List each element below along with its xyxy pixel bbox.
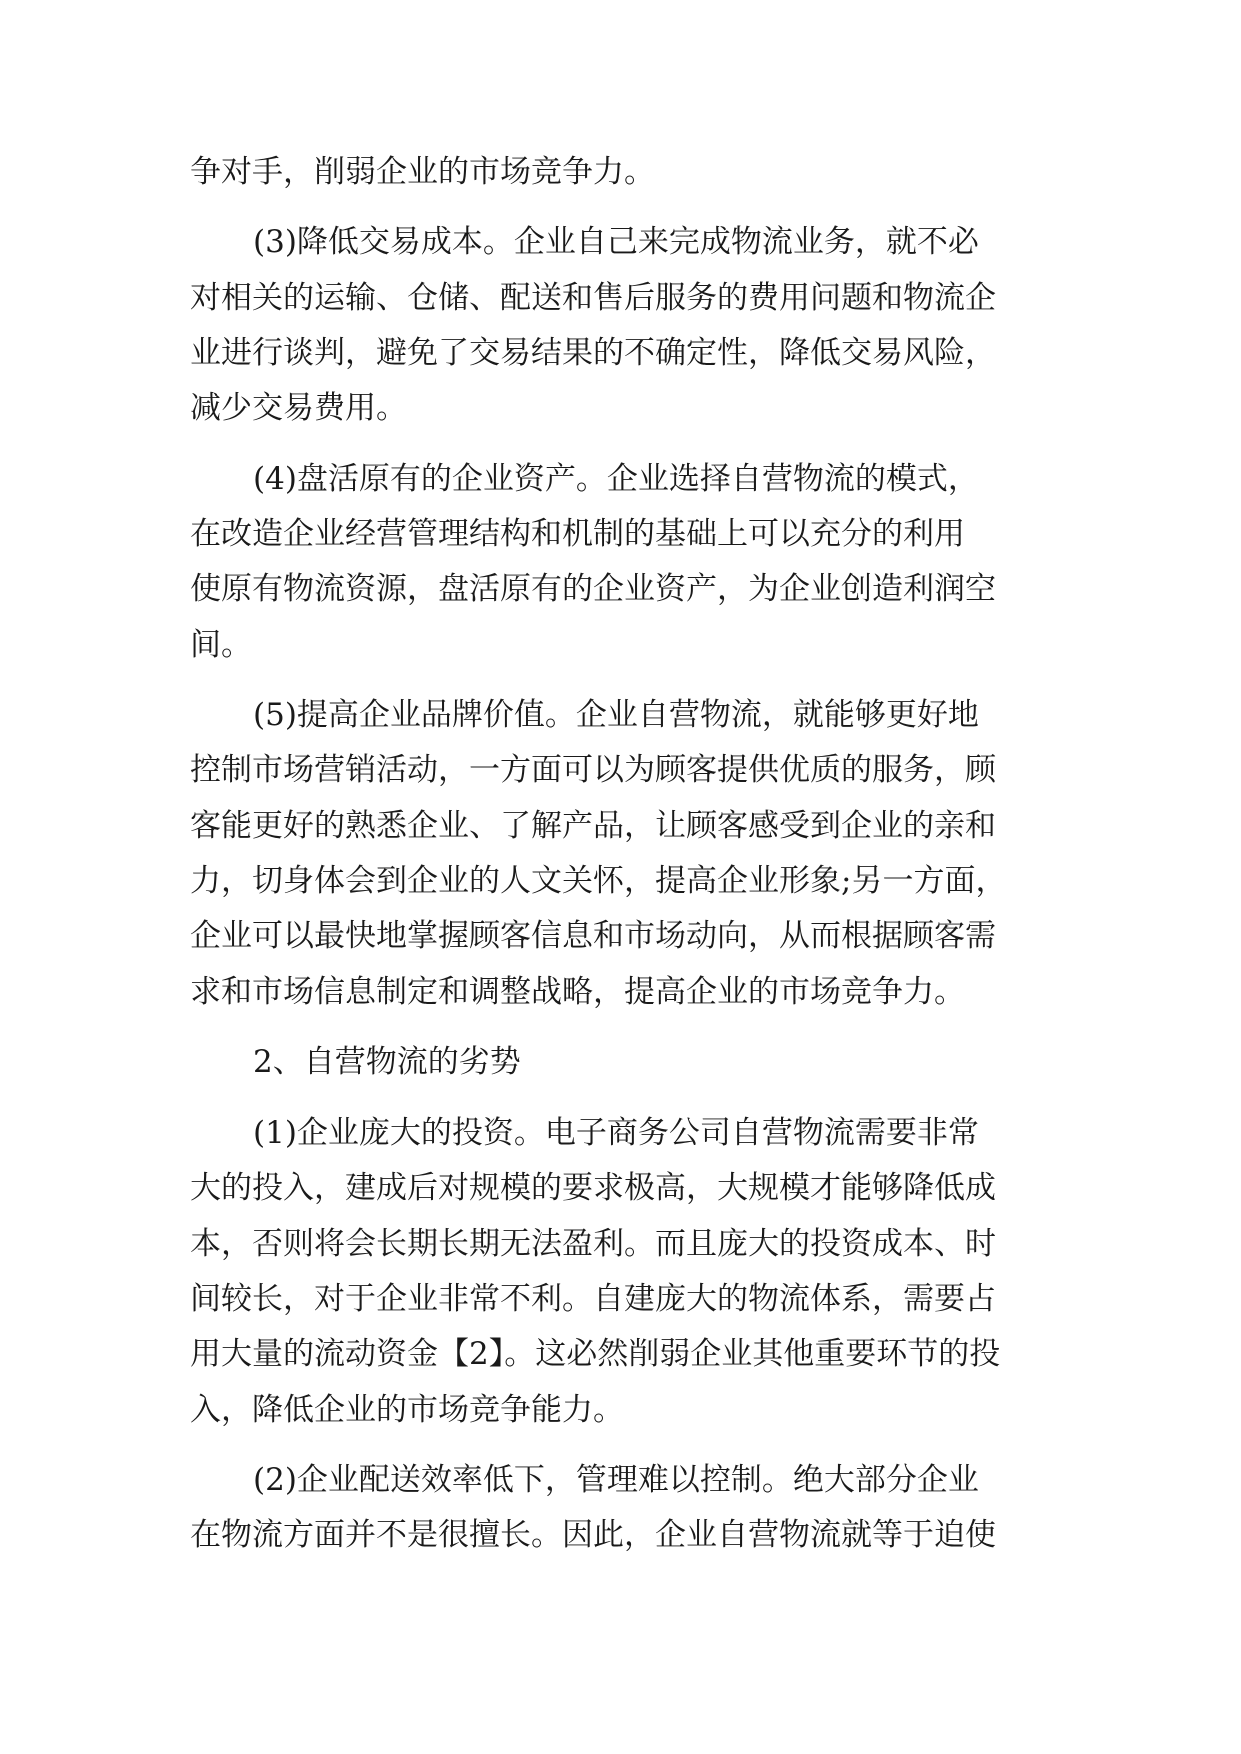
text-line: 间。: [190, 627, 252, 663]
paragraph-4-start: (4)盘活原有的企业资产。企业选择自营物流的模式，: [253, 461, 979, 497]
paragraph-3-start: (3)降低交易成本。企业自己来完成物流业务，就不必: [253, 224, 979, 260]
text-line: 客能更好的熟悉企业、了解产品，让顾客感受到企业的亲和: [190, 808, 996, 844]
paragraph-1-start: (1)企业庞大的投资。电子商务公司自营物流需要非常: [253, 1115, 979, 1151]
text-line: 业进行谈判，避免了交易结果的不确定性，降低交易风险，: [190, 335, 996, 371]
text-line: 大的投入，建成后对规模的要求极高，大规模才能够降低成: [190, 1170, 996, 1206]
text-line: 用大量的流动资金【2】。这必然削弱企业其他重要环节的投: [190, 1336, 1001, 1372]
text-line: 企业可以最快地掌握顾客信息和市场动向，从而根据顾客需: [190, 918, 996, 954]
text-line: 间较长，对于企业非常不利。自建庞大的物流体系，需要占: [190, 1281, 996, 1317]
text-line: 争对手，削弱企业的市场竞争力。: [190, 154, 655, 190]
text-line: 在改造企业经营管理结构和机制的基础上可以充分的利用: [190, 516, 965, 552]
text-line: 减少交易费用。: [190, 390, 407, 426]
text-line: 入，降低企业的市场竞争能力。: [190, 1392, 624, 1428]
text-line: 对相关的运输、仓储、配送和售后服务的费用问题和物流企: [190, 280, 996, 316]
text-line: 使原有物流资源，盘活原有的企业资产，为企业创造利润空: [190, 571, 996, 607]
section-heading: 2、自营物流的劣势: [253, 1044, 521, 1080]
paragraph-2-start: (2)企业配送效率低下，管理难以控制。绝大部分企业: [253, 1462, 979, 1498]
text-line: 控制市场营销活动，一方面可以为顾客提供优质的服务，顾: [190, 752, 996, 788]
text-line: 在物流方面并不是很擅长。因此，企业自营物流就等于迫使: [190, 1517, 996, 1553]
text-line: 求和市场信息制定和调整战略，提高企业的市场竞争力。: [190, 974, 965, 1010]
text-line: 力，切身体会到企业的人文关怀，提高企业形象;另一方面，: [190, 863, 1007, 899]
paragraph-5-start: (5)提高企业品牌价值。企业自营物流，就能够更好地: [253, 697, 979, 733]
text-line: 本，否则将会长期长期无法盈利。而且庞大的投资成本、时: [190, 1226, 996, 1262]
